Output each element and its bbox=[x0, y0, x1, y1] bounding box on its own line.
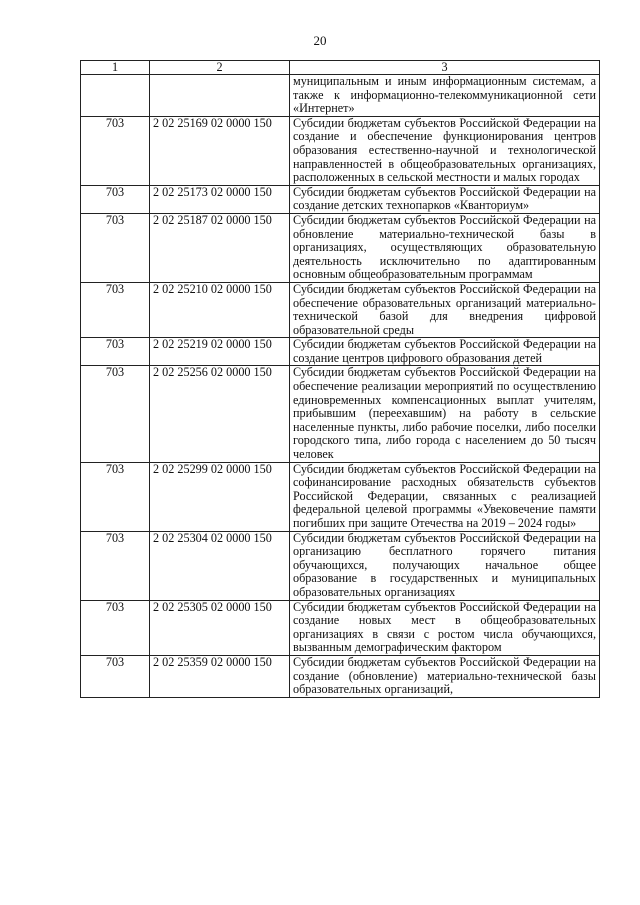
description-cell: Субсидии бюджетам субъектов Российской Федерации на обновление материально-технической базы в организациях, осуществляющих образовательную деятельность исключительно по адаптированным основным общеобразовательным программам bbox=[290, 213, 600, 282]
table-header-row bbox=[81, 61, 600, 75]
admin-code-cell: 703 bbox=[81, 366, 150, 462]
budget-code-cell: 2 02 25187 02 0000 150 bbox=[150, 213, 290, 282]
description-cell: Субсидии бюджетам субъектов Российской Федерации на софинансирование расходных обязательств субъектов Российской Федерации, связанных с реализацией федеральной целевой программы «Увековечение памяти погибших при защите Отечества на 2019 – 2024 годы» bbox=[290, 462, 600, 531]
column-header-1: 1 bbox=[81, 61, 150, 75]
admin-code-cell: 703 bbox=[81, 338, 150, 366]
table-row bbox=[81, 655, 600, 697]
column-header-2: 2 bbox=[150, 61, 290, 75]
description-cell: Субсидии бюджетам субъектов Российской Федерации на создание новых мест в общеобразовательных организациях в связи с ростом числа обучающихся, вызванным демографическим фактором bbox=[290, 600, 600, 655]
budget-code-cell: 2 02 25299 02 0000 150 bbox=[150, 462, 290, 531]
description-cell: Субсидии бюджетам субъектов Российской Федерации на создание центров цифрового образования детей bbox=[290, 338, 600, 366]
table-row bbox=[81, 213, 600, 282]
table-row bbox=[81, 366, 600, 462]
admin-code-cell: 703 bbox=[81, 655, 150, 697]
admin-code-cell: 703 bbox=[81, 462, 150, 531]
budget-code-cell: 2 02 25304 02 0000 150 bbox=[150, 531, 290, 600]
budget-classification-table bbox=[80, 60, 600, 698]
budget-code-cell: 2 02 25305 02 0000 150 bbox=[150, 600, 290, 655]
table-row bbox=[81, 531, 600, 600]
budget-code-cell: 2 02 25169 02 0000 150 bbox=[150, 116, 290, 185]
description-cell: муниципальным и иным информационным системам, а также к информационно-телекоммуникационной сети «Интернет» bbox=[290, 75, 600, 117]
description-cell: Субсидии бюджетам субъектов Российской Федерации на создание и обеспечение функционирования центров образования естественно-научной и технологической направленностей в общеобразовательных организациях, расположенных в сельской местности и малых городах bbox=[290, 116, 600, 185]
description-cell: Субсидии бюджетам субъектов Российской Федерации на создание (обновление) материально-технической базы образовательных организаций, bbox=[290, 655, 600, 697]
budget-code-cell: 2 02 25173 02 0000 150 bbox=[150, 185, 290, 213]
table-row bbox=[81, 338, 600, 366]
budget-code-cell: 2 02 25359 02 0000 150 bbox=[150, 655, 290, 697]
budget-code-cell: 2 02 25219 02 0000 150 bbox=[150, 338, 290, 366]
column-header-3: 3 bbox=[290, 61, 600, 75]
table-row bbox=[81, 600, 600, 655]
admin-code-cell: 703 bbox=[81, 213, 150, 282]
budget-code-cell bbox=[150, 75, 290, 117]
budget-code-cell: 2 02 25210 02 0000 150 bbox=[150, 282, 290, 337]
admin-code-cell bbox=[81, 75, 150, 117]
description-cell: Субсидии бюджетам субъектов Российской Федерации на организацию бесплатного горячего питания обучающихся, получающих начальное общее образование в государственных и муниципальных образовательных организациях bbox=[290, 531, 600, 600]
table-row bbox=[81, 185, 600, 213]
description-cell: Субсидии бюджетам субъектов Российской Федерации на обеспечение реализации мероприятий по осуществлению единовременных компенсационных выплат учителям, прибывшим (переехавшим) на работу в сельские населенные пункты, либо рабочие поселки, либо поселки городского типа, либо города с населением до 50 тысяч человек bbox=[290, 366, 600, 462]
admin-code-cell: 703 bbox=[81, 185, 150, 213]
page-number: 20 bbox=[313, 33, 327, 48]
admin-code-cell: 703 bbox=[81, 282, 150, 337]
budget-code-cell: 2 02 25256 02 0000 150 bbox=[150, 366, 290, 462]
admin-code-cell: 703 bbox=[81, 116, 150, 185]
table-row bbox=[81, 462, 600, 531]
table-row bbox=[81, 116, 600, 185]
description-cell: Субсидии бюджетам субъектов Российской Федерации на создание детских технопарков «Кванториум» bbox=[290, 185, 600, 213]
admin-code-cell: 703 bbox=[81, 531, 150, 600]
table-row bbox=[81, 282, 600, 337]
table-row bbox=[81, 75, 600, 117]
description-cell: Субсидии бюджетам субъектов Российской Федерации на обеспечение образовательных организаций материально-технической базой для внедрения цифровой образовательной среды bbox=[290, 282, 600, 337]
admin-code-cell: 703 bbox=[81, 600, 150, 655]
